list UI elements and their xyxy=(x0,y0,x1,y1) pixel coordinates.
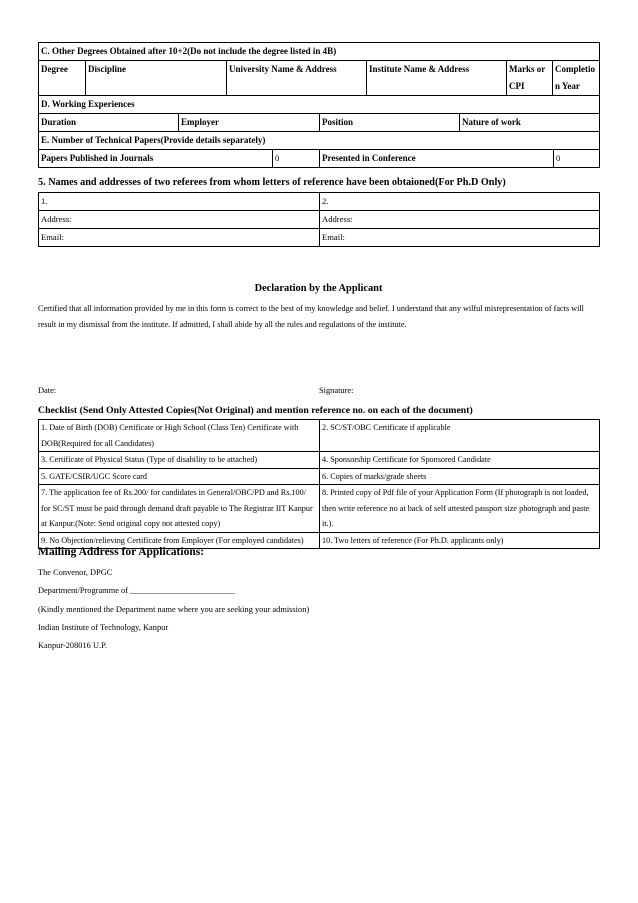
declaration-text: Certified that all information provided by me in this form is correct to the best of my knowledge and belief. I understand that any wilful misrepresentation of facts will result in my dismissal from the institute. If admitted, I shall abide by all the rules and regulations of the institute. xyxy=(38,304,584,329)
mailing-address xyxy=(38,564,309,655)
col-duration: Duration xyxy=(39,114,179,132)
checklist-title: Checklist (Send Only Attested Copies(Not Original) and mention reference no. on each of the document) xyxy=(38,405,473,416)
col-completion-line1: Completio xyxy=(555,64,595,74)
col-marks-line1: Marks or xyxy=(509,64,546,74)
referee-1-label: 1. xyxy=(39,193,320,211)
checklist-item-9: 9. No Objection/relieving Certificate from Employer (For employed candidates) xyxy=(39,532,320,549)
section-d-table xyxy=(38,95,600,132)
mailing-line-3: (Kindly mentioned the Department name where you are seeking your admission) xyxy=(38,604,310,614)
section-e-table xyxy=(38,131,600,168)
section-c-title: C. Other Degrees Obtained after 10+2(Do not include the degree listed in 4B) xyxy=(39,43,600,61)
mailing-title: Mailing Address for Applications: xyxy=(38,546,205,558)
date-label: Date: xyxy=(38,386,57,395)
section-5-title: 5. Names and addresses of two referees from whom letters of reference have been obtaioned(For Ph.D Only) xyxy=(38,177,506,188)
referee-2-email: Email: xyxy=(320,229,600,247)
referee-2-label: 2. xyxy=(320,193,600,211)
col-employer: Employer xyxy=(179,114,320,132)
mailing-line-1: The Convenor, DPGC xyxy=(38,568,113,577)
col-completion xyxy=(553,61,600,96)
referee-1-address: Address: xyxy=(39,211,320,229)
col-nature-of-work: Nature of work xyxy=(460,114,600,132)
mailing-line-5: Kanpur-208016 U.P. xyxy=(38,641,107,651)
referee-2-address: Address: xyxy=(320,211,600,229)
checklist-item-7: 7. The application fee of Rs.200/ for candidates in General/OBC/PD and Rs.100/ for SC/ST must be paid through demand draft payable to The Registrar IIT Kanpur at Kanpur.(Note: Send original copy not attested copy) xyxy=(39,485,320,533)
journals-value: 0 xyxy=(273,150,320,168)
col-marks-line2: CPI xyxy=(509,81,525,91)
checklist-item-3: 3. Certificate of Physical Status (Type of disability to be attached) xyxy=(39,452,320,469)
mailing-line-4: Indian Institute of Technology, Kanpur xyxy=(38,622,169,632)
checklist-table xyxy=(38,419,600,549)
section-c-table xyxy=(38,42,600,96)
referee-1-email: Email: xyxy=(39,229,320,247)
col-position: Position xyxy=(320,114,460,132)
section-d-title: D. Working Experiences xyxy=(39,96,600,114)
col-university: University Name & Address xyxy=(227,61,367,96)
col-marks xyxy=(507,61,553,96)
col-degree: Degree xyxy=(39,61,86,96)
checklist-item-6: 6. Copies of marks/grade sheets xyxy=(320,468,600,485)
checklist-item-1: 1. Date of Birth (DOB) Certificate or High School (Class Ten) Certificate with DOB(Required for all Candidates) xyxy=(39,420,320,452)
checklist-item-10: 10. Two letters of reference (For Ph.D. applicants only) xyxy=(320,532,600,549)
col-discipline: Discipline xyxy=(86,61,227,96)
mailing-line-2: Department/Programme of _________________________ xyxy=(38,586,235,596)
col-completion-line2: n Year xyxy=(555,81,580,91)
journals-label: Papers Published in Journals xyxy=(39,150,273,168)
checklist-item-2: 2. SC/ST/OBC Certificate if applicable xyxy=(320,420,600,452)
signature-label: Signature: xyxy=(319,386,354,395)
conference-label: Presented in Conference xyxy=(320,150,554,168)
conference-value: 0 xyxy=(554,150,600,168)
checklist-item-4: 4. Sponsorship Certificate for Sponsored Candidate xyxy=(320,452,600,469)
declaration-title: Declaration by the Applicant xyxy=(254,283,383,294)
form-page xyxy=(38,42,599,247)
referees-table xyxy=(38,192,600,247)
section-e-title: E. Number of Technical Papers(Provide details separately) xyxy=(39,132,600,150)
col-institute: Institute Name & Address xyxy=(367,61,507,96)
checklist-item-8: 8. Printed copy of Pdf file of your Application Form (If photograph is not loaded, then write reference no at back of self attested passport size photograph and paste it.). xyxy=(320,485,600,533)
checklist-item-5: 5. GATE/CSIR/UGC Score card xyxy=(39,468,320,485)
